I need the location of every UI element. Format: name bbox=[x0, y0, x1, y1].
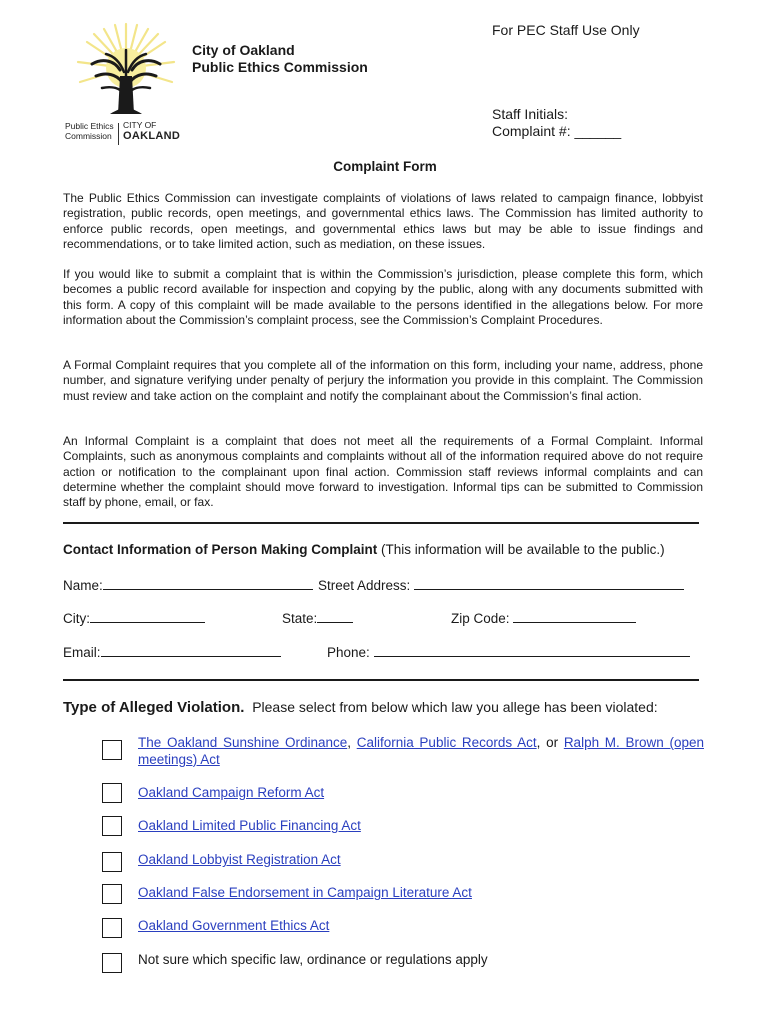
email-field[interactable]: Email: bbox=[63, 643, 281, 660]
state-input-line[interactable] bbox=[317, 609, 353, 623]
logo-text-pec: Public Ethics Commission bbox=[65, 121, 114, 141]
campaign-reform-link[interactable]: Oakland Campaign Reform Act bbox=[138, 785, 325, 800]
government-ethics-link[interactable]: Oakland Government Ethics Act bbox=[138, 918, 330, 933]
pec-logo bbox=[62, 20, 186, 144]
name-input-line[interactable] bbox=[103, 576, 313, 590]
form-title: Complaint Form bbox=[333, 159, 437, 174]
formal-complaint-paragraph: A Formal Complaint requires that you complete all of the information on this form, including your name, address, phone number, and signature verifying under penalty of perjury the information you provide in this complaint. The Commission must review and take action on the complaint and notify the complainant about the Commission’s final action. bbox=[63, 358, 703, 403]
oak-tree-sun-icon bbox=[62, 20, 186, 120]
name-field[interactable]: Name: bbox=[63, 576, 313, 593]
phone-input-line[interactable] bbox=[374, 643, 690, 657]
public-financing-link[interactable]: Oakland Limited Public Financing Act bbox=[138, 818, 361, 833]
state-field[interactable]: State: bbox=[282, 609, 353, 626]
informal-complaint-paragraph: An Informal Complaint is a complaint that does not meet all the requirements of a Formal Complaint. Informal Complaints, such as anonymous complaints and complaints without all of the information required above do not require action or notification to the complainant upon final action. Commission staff reviews informal complaints and can determine whether the complaint should move forward to investigation. Informal tips can be submitted to Commission staff by phone, email, or fax. bbox=[63, 434, 703, 510]
checkbox-public-financing[interactable] bbox=[102, 816, 122, 836]
option-not-sure: Not sure which specific law, ordinance or regulations apply bbox=[138, 952, 488, 967]
email-input-line[interactable] bbox=[101, 643, 281, 657]
lobbyist-registration-link[interactable]: Oakland Lobbyist Registration Act bbox=[138, 852, 341, 867]
checkbox-government-ethics[interactable] bbox=[102, 918, 122, 938]
divider bbox=[63, 679, 699, 681]
divider bbox=[63, 522, 699, 524]
staff-fields bbox=[492, 106, 621, 140]
street-input-line[interactable] bbox=[414, 576, 684, 590]
checkbox-sunshine-cpra-brown[interactable] bbox=[102, 740, 122, 760]
zip-input-line[interactable] bbox=[513, 609, 636, 623]
intro-paragraph: The Public Ethics Commission can investigate complaints of violations of laws related to campaign finance, lobbyist registration, public records, open meetings, and governmental ethics laws. The Commission has limited authority to enforce public records, open meetings, and governmental ethics laws but may be able to issue findings and recommendations, or to take limited action, such as mediation, on these issues. bbox=[63, 191, 703, 251]
complaint-number-label: Complaint #: ______ bbox=[492, 123, 622, 139]
staff-use-label: For PEC Staff Use Only bbox=[492, 22, 640, 38]
street-address-field[interactable]: Street Address: bbox=[318, 576, 684, 593]
false-endorsement-link[interactable]: Oakland False Endorsement in Campaign Literature Act bbox=[138, 885, 472, 900]
checkbox-not-sure[interactable] bbox=[102, 953, 122, 973]
city-input-line[interactable] bbox=[90, 609, 205, 623]
org-name: City of Oakland Public Ethics Commission bbox=[192, 42, 368, 75]
jurisdiction-paragraph: If you would like to submit a complaint that is within the Commission’s jurisdiction, please complete this form, which becomes a public record available for inspection and copying by the public, along with any documents submitted with this form. A copy of this complaint will be made available to the persons identified in the allegations below. For more information about the Commission’s complaint process, see the Commission’s Complaint Procedures. bbox=[63, 267, 703, 327]
logo-text-city: CITY OF OAKLAND bbox=[123, 120, 181, 142]
brown-act-link[interactable]: Ralph M. Brown (open meetings) Act bbox=[138, 735, 704, 767]
option-sunshine-cpra-brown: The Oakland Sunshine Ordinance, California Public Records Act, or Ralph M. Brown (open meetings) Act bbox=[138, 735, 704, 767]
violation-heading: Type of Alleged Violation. Please select from below which law you allege has been violated: bbox=[63, 699, 658, 716]
staff-initials-label: Staff Initials: bbox=[492, 106, 569, 122]
city-field[interactable]: City: bbox=[63, 609, 205, 626]
cpra-link[interactable]: California Public Records Act bbox=[356, 735, 537, 750]
phone-field[interactable]: Phone: bbox=[327, 643, 690, 660]
checkbox-false-endorsement[interactable] bbox=[102, 884, 122, 904]
contact-heading: Contact Information of Person Making Complaint (This information will be available to the public.) bbox=[63, 542, 665, 557]
checkbox-campaign-reform[interactable] bbox=[102, 783, 122, 803]
sunshine-ordinance-link[interactable]: The Oakland Sunshine Ordinance bbox=[138, 735, 348, 750]
checkbox-lobbyist-registration[interactable] bbox=[102, 852, 122, 872]
logo-divider bbox=[118, 123, 119, 145]
zip-field[interactable]: Zip Code: bbox=[451, 609, 636, 626]
